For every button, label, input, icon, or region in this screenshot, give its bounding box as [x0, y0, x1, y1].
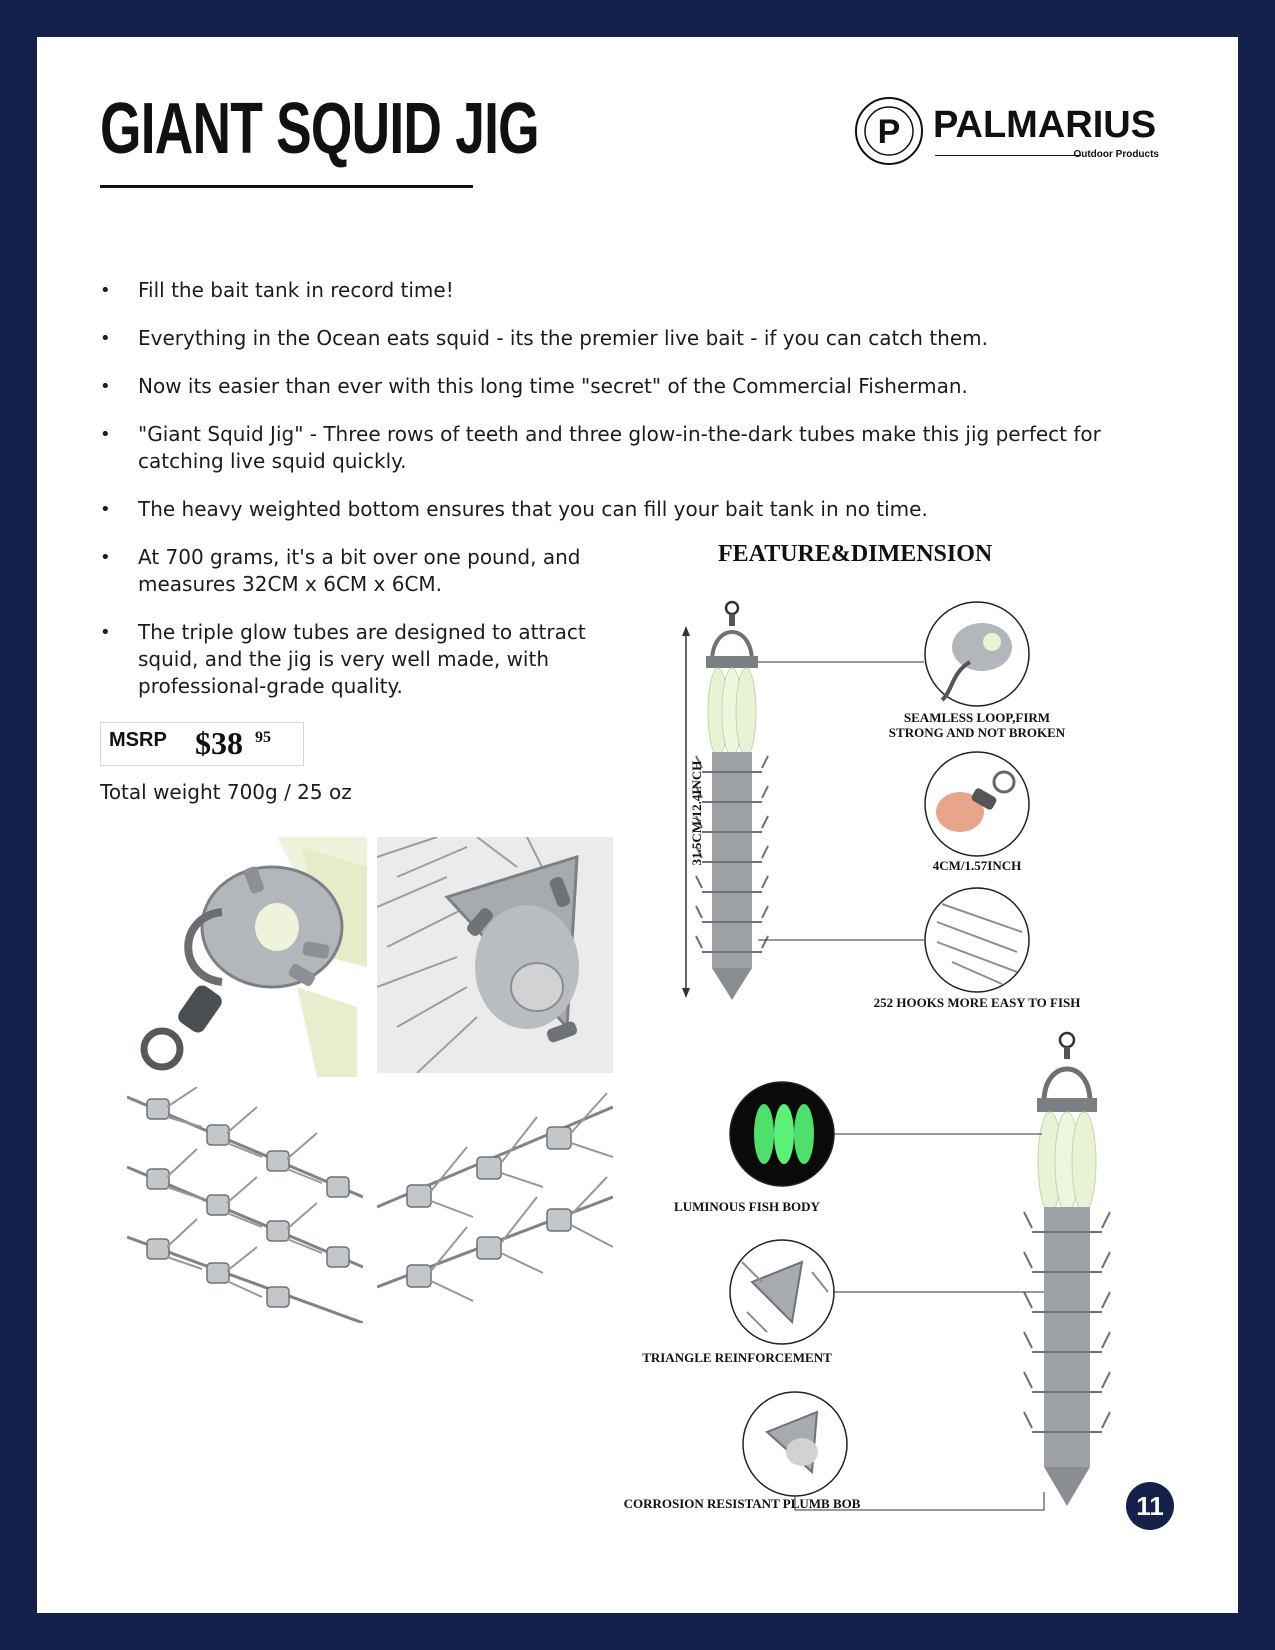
photo-hooks-closeup-left [127, 1087, 363, 1323]
total-weight: Total weight 700g / 25 oz [100, 780, 352, 804]
logo-divider [935, 155, 1081, 156]
photo-swivel-closeup [127, 837, 367, 1077]
caption-hooks: 252 HOOKS MORE EASY TO FISH [873, 995, 1081, 1010]
msrp-cents: 95 [255, 729, 271, 746]
dimension-arrow-top-icon [682, 626, 690, 636]
bullet-item: • At 700 grams, it's a bit over one pound, and measures 32CM x 6CM x 6CM. [100, 544, 588, 598]
bullet-item: • Everything in the Ocean eats squid - its the premier live bait - if you can catch them. [100, 325, 1138, 352]
photo-hooks-closeup-right [377, 1087, 613, 1323]
bullet-item: • Now its easier than ever with this long time "secret" of the Commercial Fisherman. [100, 373, 1138, 400]
jig-illustration-bottom [1024, 1033, 1110, 1506]
dimension-arrow-bottom-icon [682, 988, 690, 998]
feature-diagram [652, 592, 1192, 1582]
bullet-item: • "Giant Squid Jig" - Three rows of teeth and three glow-in-the-dark tubes make this jig perfect for catching live squid quickly. [100, 421, 1138, 475]
callout-hooks-icon [925, 888, 1029, 992]
photo-plumb-bob-closeup [377, 837, 613, 1073]
msrp-label: MSRP [109, 729, 167, 751]
caption-size: 4CM/1.57INCH [932, 858, 1022, 873]
caption-loop-line2: STRONG AND NOT BROKEN [888, 725, 1066, 740]
msrp-price: $38 [195, 725, 243, 761]
bullet-item: • The triple glow tubes are designed to attract squid, and the jig is very well made, with professional-grade quality. [100, 619, 588, 700]
caption-seamless-loop [857, 710, 1097, 740]
hooks-closeup-image-2 [377, 1087, 613, 1323]
hooks-closeup-image [127, 1087, 363, 1323]
jig-illustration-top [696, 602, 768, 1000]
caption-luminous: LUMINOUS FISH BODY [674, 1199, 820, 1214]
caption-plumb-bob: CORROSION RESISTANT PLUMB BOB [623, 1496, 861, 1511]
caption-loop-line1: SEAMLESS LOOP,FIRM [903, 710, 1051, 725]
title-underline [100, 185, 473, 188]
logo-mark-icon [855, 97, 923, 165]
brand-subtitle: Outdoor Products [1073, 149, 1159, 160]
brand-name: PALMARIUS [933, 104, 1157, 146]
page-title: GIANT SQUID JIG [100, 89, 539, 169]
msrp-price-box [100, 722, 304, 766]
caption-triangle: TRIANGLE REINFORCEMENT [642, 1350, 832, 1365]
bullet-item: • Fill the bait tank in record time! [100, 277, 1138, 304]
feature-dimension-title: FEATURE&DIMENSION [718, 541, 993, 567]
logo-mark-letter: P [877, 113, 901, 151]
catalog-page [37, 37, 1238, 1613]
dimension-label: 31.5CM/12.4INCH [689, 760, 704, 866]
plumb-bob-closeup-image [377, 837, 613, 1073]
brand-logo [855, 97, 1175, 187]
bullet-item: • The heavy weighted bottom ensures that you can fill your bait tank in no time. [100, 496, 1138, 523]
swivel-closeup-image [127, 837, 367, 1077]
page-number-badge: 11 [1126, 1482, 1174, 1530]
